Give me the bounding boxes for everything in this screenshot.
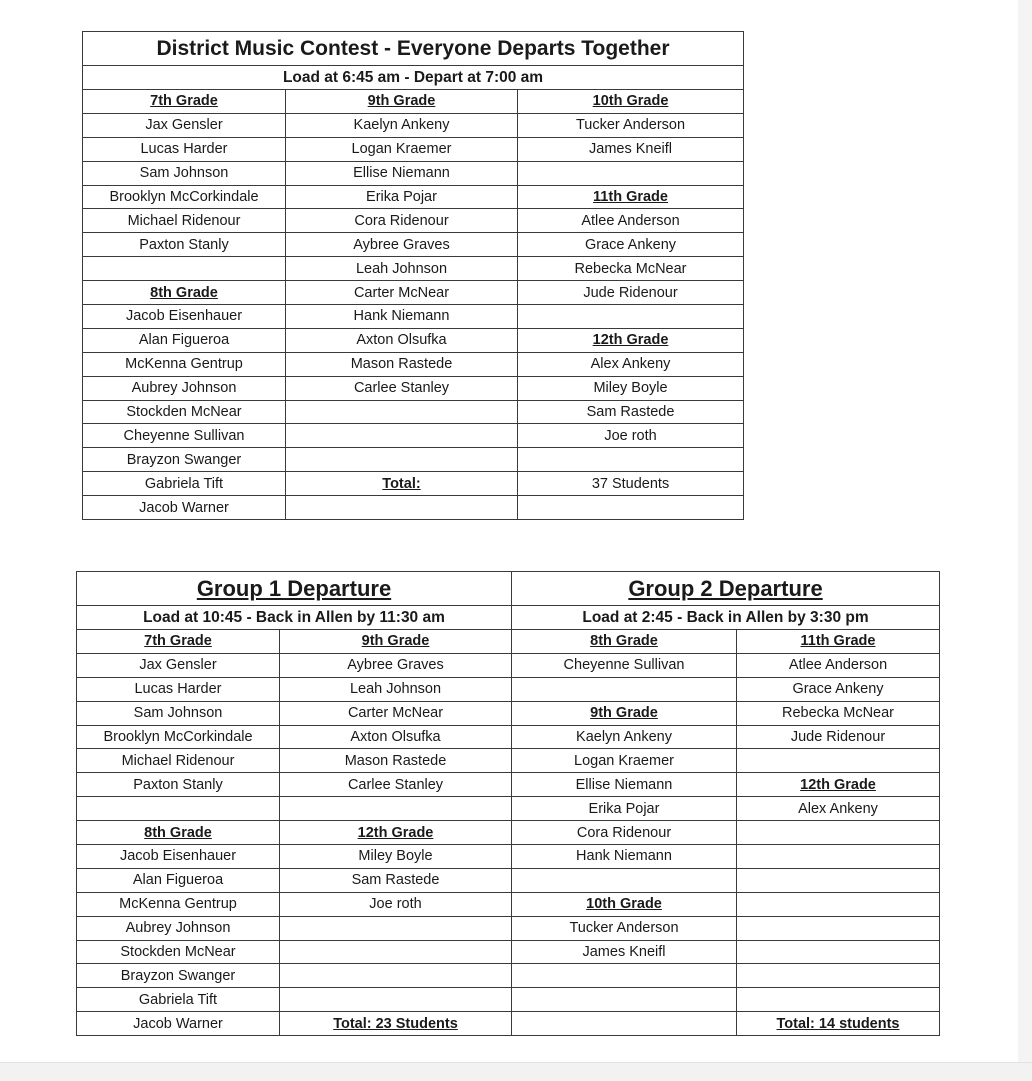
student-name: Atlee Anderson	[518, 209, 744, 233]
table-row	[77, 725, 940, 749]
grade-header: 10th Grade	[518, 90, 744, 114]
student-name: Michael Ridenour	[77, 749, 280, 773]
student-name: Brooklyn McCorkindale	[77, 725, 280, 749]
contest-roster-table	[82, 31, 744, 520]
student-name: Miley Boyle	[518, 376, 744, 400]
student-name: Tucker Anderson	[518, 113, 744, 137]
empty-cell	[280, 916, 512, 940]
student-name: Cora Ridenour	[286, 209, 518, 233]
empty-cell	[512, 988, 737, 1012]
student-name: Jacob Eisenhauer	[77, 845, 280, 869]
student-name: Erika Pojar	[286, 185, 518, 209]
empty-cell	[518, 496, 744, 520]
grade-header: 8th Grade	[77, 821, 280, 845]
student-name: Axton Olsufka	[280, 725, 512, 749]
grade-header: 11th Grade	[518, 185, 744, 209]
student-name: Sam Rastede	[518, 400, 744, 424]
total-value: 37 Students	[518, 472, 744, 496]
table-row	[83, 352, 744, 376]
total-cell	[286, 472, 518, 496]
grade-header: 9th Grade	[512, 701, 737, 725]
student-name: McKenna Gentrup	[83, 352, 286, 376]
student-name: James Kneifl	[518, 137, 744, 161]
empty-cell	[737, 821, 940, 845]
departure-groups-body	[77, 630, 940, 1036]
student-name: Leah Johnson	[286, 257, 518, 281]
grade-header: 12th Grade	[737, 773, 940, 797]
student-name: Jacob Eisenhauer	[83, 305, 286, 329]
student-name: Jude Ridenour	[518, 281, 744, 305]
empty-cell	[512, 1012, 737, 1036]
student-name: Carlee Stanley	[280, 773, 512, 797]
table-row	[77, 1012, 940, 1036]
grade-header: 12th Grade	[518, 328, 744, 352]
grade-header: 11th Grade	[737, 630, 940, 654]
table-row	[83, 209, 744, 233]
table-row	[83, 161, 744, 185]
grade-header: 7th Grade	[77, 630, 280, 654]
empty-cell	[737, 916, 940, 940]
student-name: Aybree Graves	[280, 653, 512, 677]
student-name: Lucas Harder	[77, 677, 280, 701]
table-row	[83, 113, 744, 137]
student-name: Paxton Stanly	[83, 233, 286, 257]
empty-cell	[518, 448, 744, 472]
table-row	[77, 677, 940, 701]
empty-cell	[286, 448, 518, 472]
student-name: Sam Rastede	[280, 868, 512, 892]
table-row	[83, 424, 744, 448]
empty-cell	[512, 868, 737, 892]
empty-cell	[518, 305, 744, 329]
empty-cell	[512, 677, 737, 701]
student-name: Jacob Warner	[83, 496, 286, 520]
total-label: Total:	[382, 475, 421, 492]
student-name: Ellise Niemann	[286, 161, 518, 185]
table-row	[83, 233, 744, 257]
student-name: Mason Rastede	[280, 749, 512, 773]
group1-title: Group 1 Departure	[77, 572, 512, 606]
empty-cell	[737, 892, 940, 916]
student-name: Hank Niemann	[286, 305, 518, 329]
student-name: Gabriela Tift	[77, 988, 280, 1012]
student-name: Cora Ridenour	[512, 821, 737, 845]
student-name: Sam Johnson	[83, 161, 286, 185]
group1-subtitle: Load at 10:45 - Back in Allen by 11:30 am	[77, 606, 512, 630]
student-name: Aybree Graves	[286, 233, 518, 257]
empty-cell	[286, 424, 518, 448]
student-name: Axton Olsufka	[286, 328, 518, 352]
table-row	[77, 964, 940, 988]
table-row	[83, 90, 744, 114]
empty-cell	[280, 797, 512, 821]
student-name: Tucker Anderson	[512, 916, 737, 940]
table-row	[77, 868, 940, 892]
empty-cell	[512, 964, 737, 988]
table-row	[77, 892, 940, 916]
table-row	[83, 328, 744, 352]
table-row	[77, 916, 940, 940]
student-name: Atlee Anderson	[737, 653, 940, 677]
table-row	[83, 305, 744, 329]
empty-cell	[737, 749, 940, 773]
student-name: James Kneifl	[512, 940, 737, 964]
table-row	[77, 845, 940, 869]
grade-header: 10th Grade	[512, 892, 737, 916]
student-name: Jacob Warner	[77, 1012, 280, 1036]
student-name: Paxton Stanly	[77, 773, 280, 797]
empty-cell	[280, 940, 512, 964]
student-name: Hank Niemann	[512, 845, 737, 869]
departure-groups-table	[76, 571, 940, 1036]
grade-header: 7th Grade	[83, 90, 286, 114]
table-row	[77, 988, 940, 1012]
student-name: Logan Kraemer	[512, 749, 737, 773]
table-row	[83, 376, 744, 400]
empty-cell	[737, 964, 940, 988]
student-name: Joe roth	[518, 424, 744, 448]
student-name: Carter McNear	[286, 281, 518, 305]
table-row	[77, 653, 940, 677]
student-name: Carter McNear	[280, 701, 512, 725]
table-row	[77, 940, 940, 964]
student-name: Brayzon Swanger	[83, 448, 286, 472]
table-row	[83, 137, 744, 161]
student-name: Alan Figueroa	[83, 328, 286, 352]
student-name: Sam Johnson	[77, 701, 280, 725]
student-name: Jax Gensler	[77, 653, 280, 677]
student-name: Rebecka McNear	[518, 257, 744, 281]
table-row	[83, 400, 744, 424]
empty-cell	[83, 257, 286, 281]
empty-cell	[280, 964, 512, 988]
student-name: Aubrey Johnson	[83, 376, 286, 400]
table-row	[77, 630, 940, 654]
table-row	[77, 749, 940, 773]
empty-cell	[737, 988, 940, 1012]
student-name: Stockden McNear	[83, 400, 286, 424]
student-name: Grace Ankeny	[737, 677, 940, 701]
grade-header: 12th Grade	[280, 821, 512, 845]
empty-cell	[737, 868, 940, 892]
group2-title: Group 2 Departure	[512, 572, 940, 606]
group1-total: Total: 23 Students	[280, 1012, 512, 1036]
student-name: Alex Ankeny	[737, 797, 940, 821]
empty-cell	[737, 940, 940, 964]
student-name: Logan Kraemer	[286, 137, 518, 161]
scan-edge-shade	[1018, 0, 1032, 1080]
table-row	[83, 281, 744, 305]
grade-header: 8th Grade	[83, 281, 286, 305]
empty-cell	[280, 988, 512, 1012]
student-name: Cheyenne Sullivan	[83, 424, 286, 448]
table-row	[83, 185, 744, 209]
student-name: Erika Pojar	[512, 797, 737, 821]
student-name: Mason Rastede	[286, 352, 518, 376]
group2-total: Total: 14 students	[737, 1012, 940, 1036]
student-name: Miley Boyle	[280, 845, 512, 869]
table-row	[83, 448, 744, 472]
empty-cell	[286, 400, 518, 424]
student-name: Brayzon Swanger	[77, 964, 280, 988]
student-name: Joe roth	[280, 892, 512, 916]
student-name: Stockden McNear	[77, 940, 280, 964]
student-name: McKenna Gentrup	[77, 892, 280, 916]
table-row	[77, 821, 940, 845]
empty-cell	[518, 161, 744, 185]
student-name: Aubrey Johnson	[77, 916, 280, 940]
empty-cell	[737, 845, 940, 869]
group2-subtitle: Load at 2:45 - Back in Allen by 3:30 pm	[512, 606, 940, 630]
student-name: Cheyenne Sullivan	[512, 653, 737, 677]
student-name: Grace Ankeny	[518, 233, 744, 257]
scan-bottom-shade	[0, 1062, 1032, 1081]
student-name: Ellise Niemann	[512, 773, 737, 797]
contest-title: District Music Contest - Everyone Departs Together	[83, 32, 744, 66]
table-row	[83, 257, 744, 281]
student-name: Michael Ridenour	[83, 209, 286, 233]
student-name: Leah Johnson	[280, 677, 512, 701]
student-name: Kaelyn Ankeny	[286, 113, 518, 137]
empty-cell	[77, 797, 280, 821]
table-row	[77, 797, 940, 821]
student-name: Jude Ridenour	[737, 725, 940, 749]
student-name: Alan Figueroa	[77, 868, 280, 892]
student-name: Rebecka McNear	[737, 701, 940, 725]
grade-header: 9th Grade	[280, 630, 512, 654]
student-name: Lucas Harder	[83, 137, 286, 161]
grade-header: 9th Grade	[286, 90, 518, 114]
student-name: Jax Gensler	[83, 113, 286, 137]
table-row	[77, 773, 940, 797]
student-name: Brooklyn McCorkindale	[83, 185, 286, 209]
contest-roster-body	[83, 90, 744, 520]
student-name: Alex Ankeny	[518, 352, 744, 376]
table-row	[77, 701, 940, 725]
contest-subtitle: Load at 6:45 am - Depart at 7:00 am	[83, 66, 744, 90]
table-row	[83, 496, 744, 520]
student-name: Gabriela Tift	[83, 472, 286, 496]
empty-cell	[286, 496, 518, 520]
table-row	[83, 472, 744, 496]
grade-header: 8th Grade	[512, 630, 737, 654]
student-name: Carlee Stanley	[286, 376, 518, 400]
student-name: Kaelyn Ankeny	[512, 725, 737, 749]
